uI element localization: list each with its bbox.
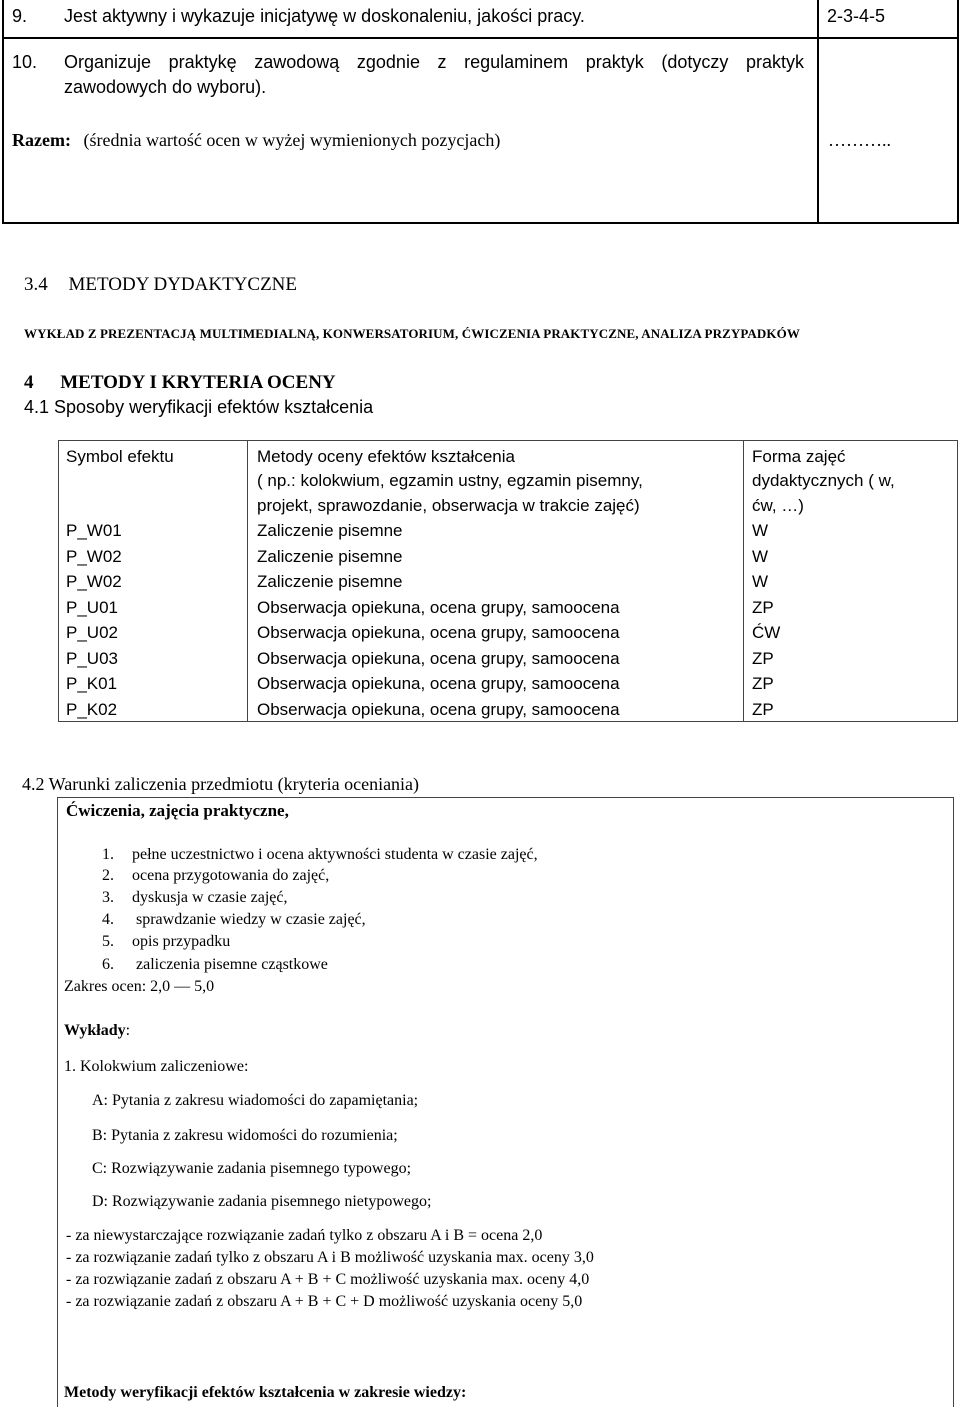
summary-text: (średnia wartość ocen w wyżej wymienionych pozycjach) bbox=[83, 130, 501, 150]
verification-methods-title: Metody weryfikacji efektów kształcenia w zakresie wiedzy: bbox=[64, 1384, 467, 1401]
lectures-label: Wykłady bbox=[64, 1022, 126, 1039]
colloquium-title: 1. Kolokwium zaliczeniowe: bbox=[64, 1058, 249, 1075]
section-number: 4 bbox=[24, 372, 34, 393]
list-text: zaliczenia pisemne cząstkowe bbox=[132, 956, 328, 973]
summary-row bbox=[12, 129, 500, 151]
list-number: 1. bbox=[102, 846, 114, 863]
assessment-method: Obserwacja opiekuna, ocena grupy, samoocena bbox=[257, 649, 620, 668]
class-form: ĆW bbox=[752, 623, 781, 642]
effect-symbol: P_U02 bbox=[66, 623, 118, 642]
section-title: METODY DYDAKTYCZNE bbox=[68, 274, 298, 295]
header-form: ćw, …) bbox=[752, 496, 804, 515]
summary-value: ……….. bbox=[828, 130, 891, 150]
section-number: 3.4 bbox=[24, 274, 48, 295]
list-text: pełne uczestnictwo i ocena aktywności studenta w czasie zajęć, bbox=[132, 846, 538, 863]
effect-symbol: P_W02 bbox=[66, 547, 122, 566]
list-text: ocena przygotowania do zajęć, bbox=[132, 867, 330, 884]
effect-symbol: P_U03 bbox=[66, 649, 118, 668]
exercises-title: Ćwiczenia, zajęcia praktyczne, bbox=[66, 801, 289, 820]
class-form: W bbox=[752, 547, 769, 566]
header-methods: projekt, sprawozdanie, obserwacja w trakcie zajęć) bbox=[257, 496, 640, 515]
list-text: dyskusja w czasie zajęć, bbox=[132, 889, 288, 906]
subsection-title: 4.1 Sposoby weryfikacji efektów kształcenia bbox=[24, 397, 374, 417]
assessment-method: Obserwacja opiekuna, ocena grupy, samoocena bbox=[257, 700, 620, 719]
list-item bbox=[102, 909, 366, 931]
lectures-colon: : bbox=[125, 1022, 131, 1039]
grading-criterion: - za rozwiązanie zadań tylko z obszaru A i B możliwość uzyskania max. oceny 3,0 bbox=[66, 1249, 594, 1266]
list-number: 3. bbox=[102, 889, 114, 906]
table-row bbox=[58, 671, 958, 696]
table-row bbox=[58, 620, 958, 645]
grading-criterion: - za rozwiązanie zadań z obszaru A + B + C + D możliwość uzyskania oceny 5,0 bbox=[66, 1293, 583, 1310]
subsection-title: 4.2 Warunki zaliczenia przedmiotu (kryteria oceniania) bbox=[22, 774, 420, 794]
effect-symbol: P_K02 bbox=[66, 700, 118, 719]
section-title: METODY I KRYTERIA OCENY bbox=[60, 372, 336, 393]
class-form: W bbox=[752, 572, 769, 591]
effect-symbol: P_W01 bbox=[66, 521, 122, 540]
table-row bbox=[58, 569, 958, 594]
class-form: ZP bbox=[752, 649, 774, 668]
header-methods: ( np.: kolokwium, egzamin ustny, egzamin pisemny, bbox=[257, 471, 643, 490]
question-type: C: Rozwiązywanie zadania pisemnego typowego; bbox=[92, 1160, 412, 1177]
effect-symbol: P_K01 bbox=[66, 674, 118, 693]
header-form: dydaktycznych ( w, bbox=[752, 471, 895, 490]
row-number: 10. bbox=[12, 52, 38, 72]
table-row bbox=[58, 518, 958, 543]
row-text: zawodowych do wyboru). bbox=[64, 77, 267, 97]
section-heading bbox=[24, 371, 336, 395]
section-heading bbox=[24, 273, 297, 297]
row-text: Organizuje praktykę zawodową zgodnie z regulaminem praktyk (dotyczy praktyk bbox=[64, 52, 804, 72]
question-type: A: Pytania z zakresu wiadomości do zapamiętania; bbox=[92, 1092, 419, 1109]
list-number: 6. bbox=[102, 956, 114, 973]
assessment-method: Obserwacja opiekuna, ocena grupy, samoocena bbox=[257, 598, 620, 617]
question-type: D: Rozwiązywanie zadania pisemnego nietypowego; bbox=[92, 1193, 432, 1210]
grade-range: Zakres ocen: 2,0 — 5,0 bbox=[64, 978, 215, 995]
question-type: B: Pytania z zakresu widomości do rozumienia; bbox=[92, 1127, 398, 1144]
header-form: Forma zajęć bbox=[752, 447, 846, 466]
didactic-methods-text: WYKŁAD Z PREZENTACJĄ MULTIMEDIALNĄ, KONWERSATORIUM, ĆWICZENIA PRAKTYCZNE, ANALIZA PRZYPADKÓW bbox=[24, 326, 800, 341]
header-symbol: Symbol efektu bbox=[66, 447, 174, 466]
lectures-title bbox=[64, 1020, 130, 1042]
effect-symbol: P_U01 bbox=[66, 598, 118, 617]
list-item bbox=[102, 887, 287, 909]
summary-label: Razem: bbox=[12, 130, 71, 150]
assessment-method: Zaliczenie pisemne bbox=[257, 521, 403, 540]
table-row bbox=[58, 595, 958, 620]
score-scale: 2-3-4-5 bbox=[827, 6, 886, 26]
list-item bbox=[102, 954, 328, 976]
assessment-method: Obserwacja opiekuna, ocena grupy, samoocena bbox=[257, 623, 620, 642]
class-form: W bbox=[752, 521, 769, 540]
list-text: opis przypadku bbox=[132, 933, 231, 950]
grading-criterion: - za rozwiązanie zadań z obszaru A + B + C możliwość uzyskania max. oceny 4,0 bbox=[66, 1271, 590, 1288]
header-methods: Metody oceny efektów kształcenia bbox=[257, 447, 515, 466]
table-row bbox=[58, 544, 958, 569]
assessment-method: Zaliczenie pisemne bbox=[257, 547, 403, 566]
class-form: ZP bbox=[752, 674, 774, 693]
list-item bbox=[102, 844, 538, 866]
class-form: ZP bbox=[752, 700, 774, 719]
grading-criterion: - za niewystarczające rozwiązanie zadań tylko z obszaru A i B = ocena 2,0 bbox=[66, 1227, 543, 1244]
assessment-method: Obserwacja opiekuna, ocena grupy, samoocena bbox=[257, 674, 620, 693]
list-number: 5. bbox=[102, 933, 114, 950]
table-row bbox=[58, 646, 958, 671]
assessment-method: Zaliczenie pisemne bbox=[257, 572, 403, 591]
table-row bbox=[58, 697, 958, 722]
effect-symbol: P_W02 bbox=[66, 572, 122, 591]
list-number: 4. bbox=[102, 911, 114, 928]
row-number: 9. bbox=[12, 6, 28, 26]
class-form: ZP bbox=[752, 598, 774, 617]
list-item bbox=[102, 865, 329, 887]
list-text: sprawdzanie wiedzy w czasie zajęć, bbox=[132, 911, 366, 928]
list-item bbox=[102, 931, 230, 953]
list-number: 2. bbox=[102, 867, 114, 884]
row-text: Jest aktywny i wykazuje inicjatywę w doskonaleniu, jakości pracy. bbox=[64, 6, 585, 26]
